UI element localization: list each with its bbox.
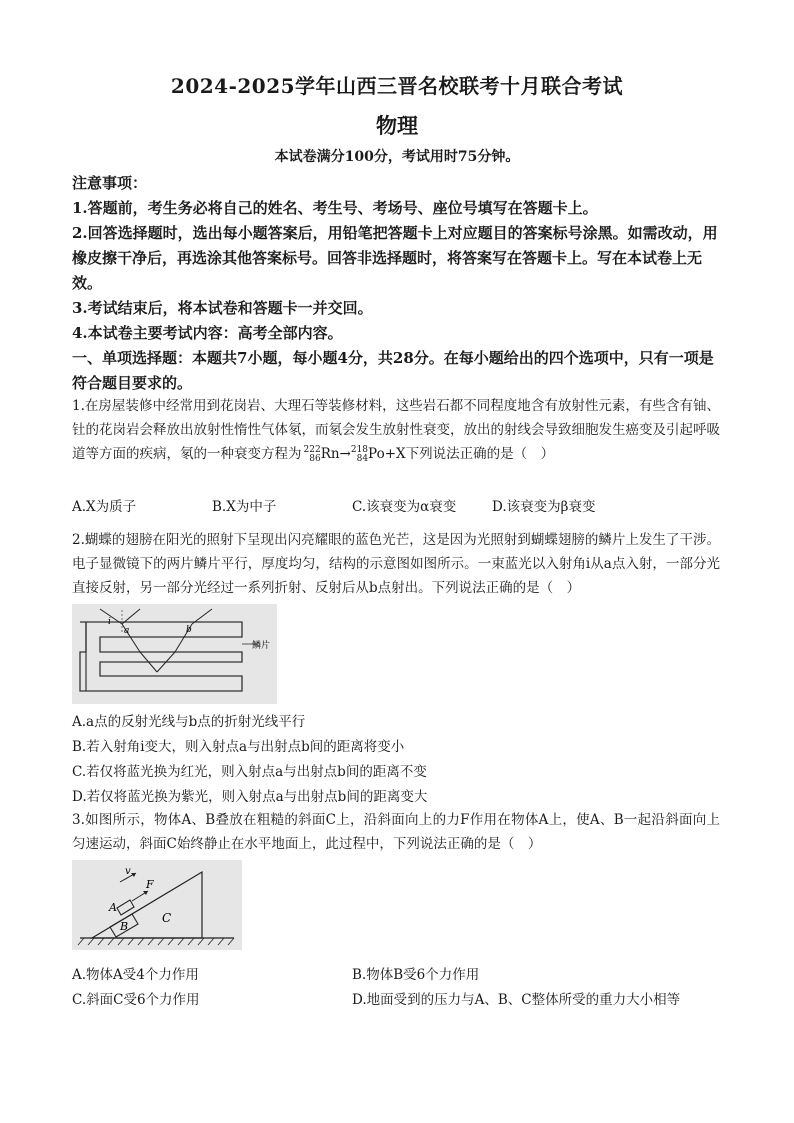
- label-c: C: [162, 911, 172, 925]
- label-scale: 鳞片: [252, 641, 271, 651]
- exam-notes: [72, 171, 722, 396]
- q3-option-a[interactable]: A.物体A受4个力作用: [72, 967, 199, 983]
- notes-item-4: 4.本试卷主要考试内容：高考全部内容。: [72, 324, 343, 342]
- po-atomic-number: 84: [356, 453, 369, 464]
- q2-option-b[interactable]: B.若入射角i变大，则入射点a与出射点b间的距离将变小: [72, 739, 405, 755]
- rn-mass-number: 222: [303, 444, 321, 455]
- question-1-text-a: 1.在房屋装修中经常用到花岗岩、大理石等装修材料，这些岩石都不同程度地含有放射性元素，有些含有铀、钍的花岗岩会释放出放射性惰性气体氡，而氡会发生放射性衰变，放出的射线会导致细胞发生癌变及引起呼吸道等方面的疾病，氡的一种衰变方程为: [72, 398, 720, 462]
- q3-option-b[interactable]: B.物体B受6个力作用: [352, 967, 480, 983]
- label-b: B: [120, 920, 129, 933]
- notes-item-3: 3.考试结束后，将本试卷和答题卡一并交回。: [72, 299, 373, 317]
- reaction-arrow: →: [339, 446, 351, 462]
- figure-background: [72, 604, 277, 704]
- label-a: A: [109, 901, 117, 914]
- q2-option-c[interactable]: C.若仅将蓝光换为红光，则入射点a与出射点b间的距离不变: [72, 764, 427, 780]
- exam-subject: 物理: [376, 113, 418, 138]
- notes-heading: 注意事项：: [72, 174, 148, 192]
- po-mass-number: 218: [350, 444, 369, 455]
- po-symbol: Po: [368, 446, 385, 462]
- notes-item-2: 2.回答选择题时，选出每小题答案后，用铅笔把答题卡上对应题目的答案标号涂黑。如需改动，用橡皮擦干净后，再选涂其他答案标号。回答非选择题时，将答案写在答题卡上。写在本试卷上无效。: [72, 224, 718, 292]
- rn-numbers: [304, 446, 321, 464]
- figure-background: [72, 860, 242, 950]
- label-i: i: [108, 617, 111, 627]
- incline-figure: [72, 860, 242, 950]
- section-heading: 一、单项选择题：本题共7小题，每小题4分，共28分。在每小题给出的四个选项中，只有一项是符合题目要求的。: [72, 349, 714, 392]
- q3-option-c[interactable]: C.斜面C受6个力作用: [72, 992, 200, 1008]
- q1-option-a[interactable]: A.X为质子: [72, 499, 137, 515]
- label-f: F: [146, 878, 154, 891]
- q2-option-d[interactable]: D.若仅将蓝光换为紫光，则入射点a与出射点b间的距离变大: [72, 789, 428, 805]
- q1-option-d[interactable]: D.该衰变为β衰变: [492, 499, 596, 515]
- exam-title: 2024-2025学年山西三晋名校联考十月联合考试: [170, 74, 624, 98]
- q3-option-d[interactable]: D.地面受到的压力与A、B、C整体所受的重力大小相等: [352, 992, 681, 1008]
- plus-x: +X: [384, 446, 406, 462]
- exam-score-time: 本试卷满分100分，考试用时75分钟。: [274, 149, 520, 165]
- question-3-stem: 3.如图所示，物体A、B叠放在粗糙的斜面C上，沿斜面向上的力F作用在物体A上，使A、B一起沿斜面向上匀速运动，斜面C始终静止在水平地面上，此过程中，下列说法正确的是（ ）: [72, 812, 720, 852]
- butterfly-scale-figure: [72, 604, 277, 704]
- question-1: [72, 394, 720, 466]
- q2-option-a[interactable]: A.a点的反射光线与b点的折射光线平行: [72, 714, 306, 730]
- question-1-text-b: 下列说法正确的是（ ）: [405, 446, 555, 462]
- question-2-stem: 2.蝴蝶的翅膀在阳光的照射下呈现出闪亮耀眼的蓝色光芒，这是因为光照射到蝴蝶翅膀的鳞片上发生了干涉。电子显微镜下的两片鳞片平行，厚度均匀，结构的示意图如图所示。一束蓝光以入射角i从a点入射，一部分光直接反射，另一部分光经过一系列折射、反射后从b点射出。下列说法正确的是（ ）: [72, 532, 720, 596]
- rn-symbol: Rn: [320, 446, 340, 462]
- label-a: a: [124, 626, 130, 636]
- question-1-stem: [72, 394, 720, 466]
- po-numbers: [351, 446, 368, 464]
- q1-option-c[interactable]: C.该衰变为α衰变: [352, 499, 457, 515]
- question-2: [72, 528, 720, 600]
- label-b: b: [186, 625, 192, 635]
- q1-option-b[interactable]: B.X为中子: [212, 499, 277, 515]
- notes-item-1: 1.答题前，考生务必将自己的姓名、考生号、考场号、座位号填写在答题卡上。: [72, 199, 598, 217]
- rn-atomic-number: 86: [309, 453, 321, 464]
- label-v: v: [125, 866, 131, 877]
- question-3: [72, 808, 720, 856]
